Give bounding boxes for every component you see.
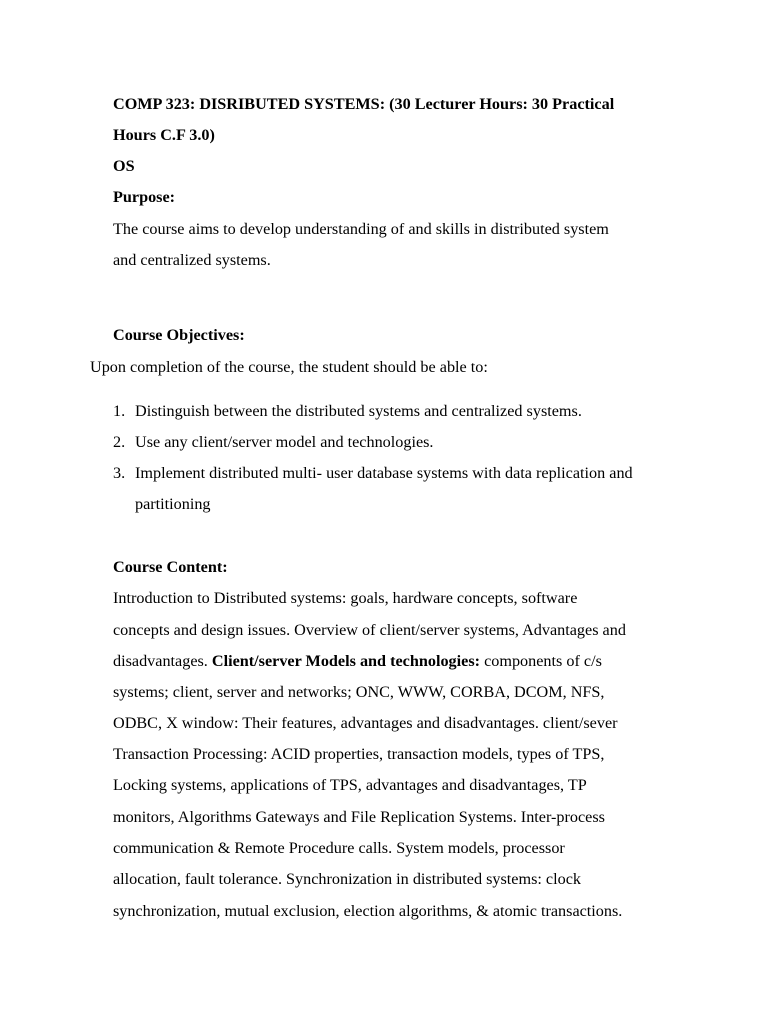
list-item-number: 1.	[113, 402, 126, 420]
os-label: OS	[113, 157, 135, 175]
objectives-intro: Upon completion of the course, the student should be able to:	[90, 358, 488, 376]
content-subheading-client-server: Client/server Models and technologies:	[211, 652, 481, 670]
purpose-heading: Purpose:	[113, 188, 176, 206]
purpose-text-line-2: and centralized systems.	[113, 251, 271, 269]
content-line-2: concepts and design issues. Overview of client/server systems, Advantages and	[113, 621, 626, 639]
content-line-3-end: components of c/s	[480, 652, 602, 670]
course-title-line-2: Hours C.F 3.0)	[113, 126, 215, 144]
objectives-heading: Course Objectives:	[113, 326, 245, 344]
list-item: Implement distributed multi- user database systems with data replication and	[135, 464, 633, 482]
course-title-line-1: COMP 323: DISRIBUTED SYSTEMS: (30 Lecturer Hours: 30 Practical	[113, 95, 615, 113]
content-line-10: allocation, fault tolerance. Synchronization in distributed systems: clock	[113, 870, 581, 888]
content-line-8: monitors, Algorithms Gateways and File Replication Systems. Inter-process	[113, 808, 605, 826]
list-item-number: 3.	[113, 464, 126, 482]
content-line-3	[113, 651, 602, 671]
content-line-11: synchronization, mutual exclusion, election algorithms, & atomic transactions.	[113, 902, 623, 920]
content-line-6: Transaction Processing: ACID properties, transaction models, types of TPS,	[113, 745, 605, 763]
content-line-9: communication & Remote Procedure calls. System models, processor	[113, 839, 565, 857]
content-line-5: ODBC, X window: Their features, advantages and disadvantages. client/sever	[113, 714, 618, 732]
content-line-1: Introduction to Distributed systems: goals, hardware concepts, software	[113, 589, 578, 607]
list-item: Use any client/server model and technologies.	[135, 433, 434, 451]
list-item-continuation: partitioning	[135, 495, 211, 513]
content-heading: Course Content:	[113, 558, 228, 576]
content-line-3-start: disadvantages.	[113, 652, 212, 670]
content-line-4: systems; client, server and networks; ONC, WWW, CORBA, DCOM, NFS,	[113, 683, 605, 701]
list-item-number: 2.	[113, 433, 126, 451]
list-item: Distinguish between the distributed systems and centralized systems.	[135, 402, 582, 420]
purpose-text-line-1: The course aims to develop understanding of and skills in distributed system	[113, 220, 609, 238]
content-line-7: Locking systems, applications of TPS, advantages and disadvantages, TP	[113, 776, 587, 794]
